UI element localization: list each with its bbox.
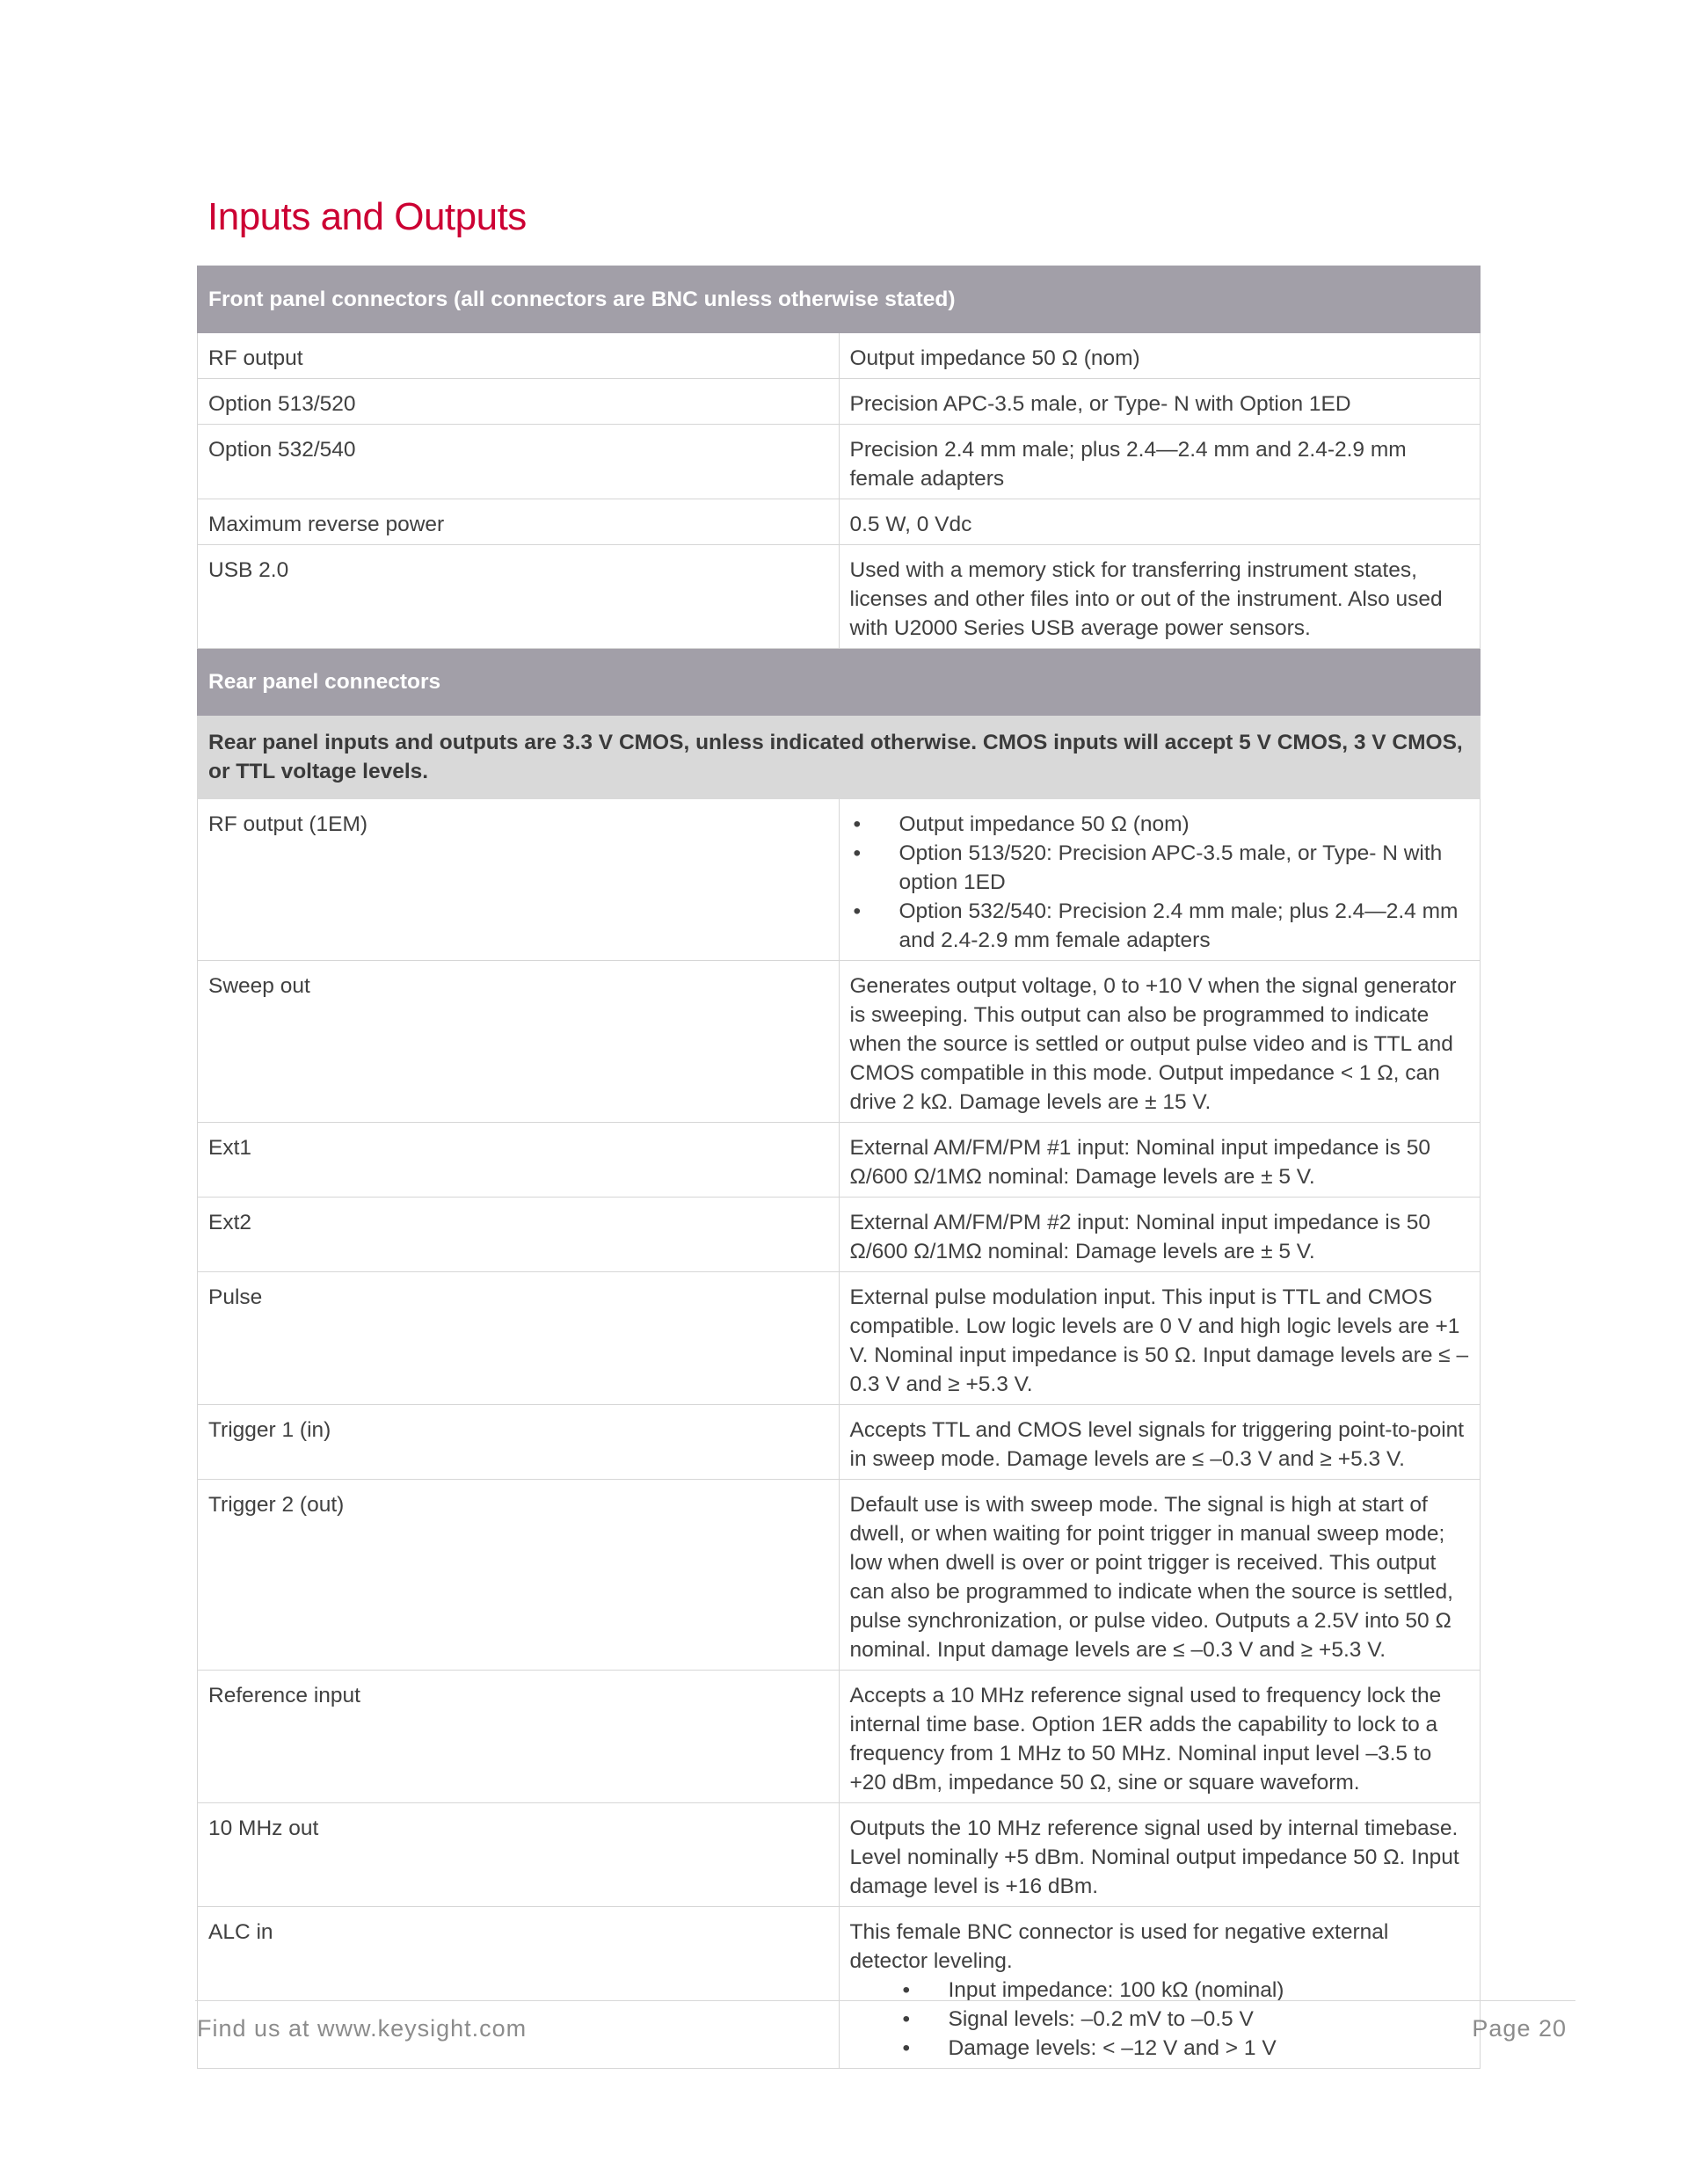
rf-output-bullet-list [850, 810, 1470, 955]
front-panel-header-text: Front panel connectors (all connectors are BNC unless otherwise stated) [198, 266, 1481, 333]
row-label: Sweep out [198, 961, 840, 1123]
row-label: USB 2.0 [198, 545, 840, 649]
table-row [198, 333, 1481, 379]
table-row [198, 961, 1481, 1123]
footer-divider [195, 2000, 1575, 2001]
row-value: Precision APC-3.5 male, or Type- N with Option 1ED [839, 379, 1481, 425]
table-row [198, 1907, 1481, 2069]
list-item: • Input impedance: 100 kΩ (nominal) [850, 1976, 1470, 2005]
list-item: • Output impedance 50 Ω (nom) [850, 810, 1470, 839]
row-value: Outputs the 10 MHz reference signal used by internal timebase. Level nominally +5 dBm. Nominal output impedance 50 Ω. Input damage level is +16 dBm. [839, 1803, 1481, 1907]
row-label: 10 MHz out [198, 1803, 840, 1907]
table-row [198, 1123, 1481, 1198]
table-row [198, 1405, 1481, 1480]
row-value: External pulse modulation input. This input is TTL and CMOS compatible. Low logic levels are 0 V and high logic levels are +1 V. Nominal input impedance is 50 Ω. Input damage levels are ≤ –0.3 V and ≥ +5.3 V. [839, 1272, 1481, 1405]
row-value [839, 799, 1481, 961]
page-number: Page 20 [1472, 2015, 1567, 2042]
row-label: Pulse [198, 1272, 840, 1405]
specifications-table [197, 266, 1481, 2069]
rear-panel-header-text: Rear panel connectors [198, 649, 1481, 716]
row-label: Option 532/540 [198, 425, 840, 499]
row-label: Reference input [198, 1671, 840, 1803]
row-value [839, 1907, 1481, 2069]
row-label: RF output (1EM) [198, 799, 840, 961]
row-value: Used with a memory stick for transferring instrument states, licenses and other files into or out of the instrument. Also used with U2000 Series USB average power sensors. [839, 545, 1481, 649]
alc-in-intro: This female BNC connector is used for negative external detector leveling. [849, 1920, 1389, 1973]
footer-website: Find us at www.keysight.com [197, 2015, 528, 2042]
row-label: Option 513/520 [198, 379, 840, 425]
table-row [198, 1671, 1481, 1803]
row-value: Accepts TTL and CMOS level signals for triggering point-to-point in sweep mode. Damage levels are ≤ –0.3 V and ≥ +5.3 V. [839, 1405, 1481, 1480]
table-row [198, 1480, 1481, 1671]
list-item: • Damage levels: < –12 V and > 1 V [850, 2034, 1470, 2063]
row-value: Generates output voltage, 0 to +10 V when the signal generator is sweeping. This output can also be programmed to indicate when the source is settled or output pulse video and is TTL and CMOS compatible in this mode. Output impedance < 1 Ω, can drive 2 kΩ. Damage levels are ± 15 V. [839, 961, 1481, 1123]
row-value: External AM/FM/PM #2 input: Nominal input impedance is 50 Ω/600 Ω/1MΩ nominal: Damage levels are ± 5 V. [839, 1198, 1481, 1272]
row-value: Precision 2.4 mm male; plus 2.4—2.4 mm and 2.4-2.9 mm female adapters [839, 425, 1481, 499]
table-row [198, 545, 1481, 649]
row-value: Default use is with sweep mode. The signal is high at start of dwell, or when waiting for point trigger in manual sweep mode; low when dwell is over or point trigger is received. This output can also be programmed to indicate when the source is settled, pulse synchronization, or pulse video. Outputs a 2.5V into 50 Ω nominal. Input damage levels are ≤ –0.3 V and ≥ +5.3 V. [839, 1480, 1481, 1671]
list-item: • Signal levels: –0.2 mV to –0.5 V [850, 2005, 1470, 2034]
table-row [198, 1272, 1481, 1405]
row-label: RF output [198, 333, 840, 379]
rear-panel-section-header [198, 649, 1481, 716]
row-label: Ext1 [198, 1123, 840, 1198]
row-value: Output impedance 50 Ω (nom) [839, 333, 1481, 379]
row-label: Trigger 2 (out) [198, 1480, 840, 1671]
table-row [198, 1198, 1481, 1272]
list-item: • Option 532/540: Precision 2.4 mm male; plus 2.4—2.4 mm and 2.4-2.9 mm female adapters [850, 897, 1470, 955]
row-value: External AM/FM/PM #1 input: Nominal input impedance is 50 Ω/600 Ω/1MΩ nominal: Damage levels are ± 5 V. [839, 1123, 1481, 1198]
table-row [198, 379, 1481, 425]
page-title: Inputs and Outputs [207, 195, 527, 238]
rear-panel-note-row [198, 716, 1481, 799]
table-row [198, 1803, 1481, 1907]
rear-panel-note: Rear panel inputs and outputs are 3.3 V CMOS, unless indicated otherwise. CMOS inputs will accept 5 V CMOS, 3 V CMOS, or TTL voltage levels. [198, 716, 1481, 799]
alc-in-bullet-list [850, 1976, 1470, 2063]
row-value: Accepts a 10 MHz reference signal used to frequency lock the internal time base. Option 1ER adds the capability to lock to a frequency from 1 MHz to 50 MHz. Nominal input level –3.5 to +20 dBm, impedance 50 Ω, sine or square waveform. [839, 1671, 1481, 1803]
table-row [198, 499, 1481, 545]
row-label: Trigger 1 (in) [198, 1405, 840, 1480]
row-label: ALC in [198, 1907, 840, 2069]
row-value: 0.5 W, 0 Vdc [839, 499, 1481, 545]
list-item: • Option 513/520: Precision APC-3.5 male, or Type- N with option 1ED [850, 839, 1470, 897]
row-label: Ext2 [198, 1198, 840, 1272]
row-label: Maximum reverse power [198, 499, 840, 545]
table-row [198, 799, 1481, 961]
front-panel-section-header [198, 266, 1481, 333]
table-row [198, 425, 1481, 499]
